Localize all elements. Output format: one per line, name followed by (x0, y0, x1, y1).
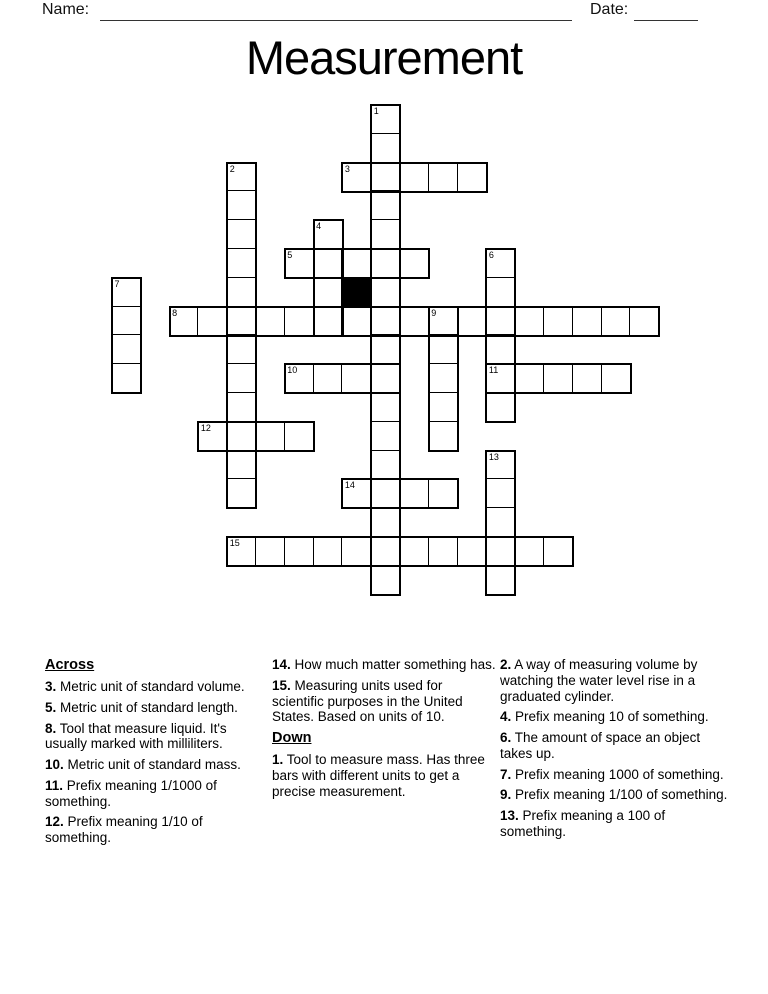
clue-number-label: 1. (272, 752, 284, 768)
clues-column-2 (272, 657, 497, 804)
clue-number-label: 7. (500, 766, 512, 782)
grid-cell[interactable] (370, 248, 400, 278)
grid-cell[interactable] (485, 334, 515, 364)
clue-number-label: 10. (45, 757, 64, 773)
grid-number-8: 8 (172, 307, 178, 318)
grid-cell[interactable] (514, 363, 544, 393)
grid-cell[interactable] (485, 565, 515, 595)
grid-cell[interactable] (341, 248, 371, 278)
grid-cell[interactable] (370, 162, 400, 192)
grid-cell[interactable] (399, 248, 429, 278)
grid-number-4: 4 (316, 221, 322, 232)
down-heading: Down (272, 730, 312, 747)
clue-number-label: 8. (45, 720, 57, 736)
grid-cell[interactable] (341, 478, 371, 508)
grid-cell[interactable] (514, 306, 544, 336)
grid-cell[interactable] (370, 450, 400, 480)
grid-cell[interactable] (399, 478, 429, 508)
grid-cell[interactable] (197, 306, 227, 336)
grid-cell[interactable] (629, 306, 659, 336)
grid-cell[interactable] (284, 248, 314, 278)
clue-number-label: 14. (272, 657, 291, 672)
grid-cell[interactable] (226, 392, 256, 422)
clue-11: 11. Prefix meaning 1/1000 of something. (45, 777, 217, 809)
grid-cell[interactable] (169, 306, 199, 336)
clue-number-label: 12. (45, 814, 64, 830)
grid-cell[interactable] (543, 536, 573, 566)
grid-cell[interactable] (485, 392, 515, 422)
grid-cell[interactable] (255, 306, 285, 336)
grid-cell[interactable] (485, 507, 515, 537)
grid-cell[interactable] (485, 478, 515, 508)
grid-cell[interactable] (370, 334, 400, 364)
clue-12: 12. Prefix meaning 1/10 of something. (45, 814, 203, 846)
grid-cell[interactable] (284, 536, 314, 566)
grid-cell[interactable] (428, 334, 458, 364)
date-label: Date: (590, 1, 629, 18)
grid-cell[interactable] (370, 507, 400, 537)
grid-cell[interactable] (255, 536, 285, 566)
grid-cell[interactable] (399, 536, 429, 566)
grid-cell[interactable] (428, 162, 458, 192)
grid-cell[interactable] (226, 248, 256, 278)
grid-cell[interactable] (370, 219, 400, 249)
grid-number-1: 1 (373, 106, 379, 116)
grid-cell[interactable] (485, 306, 515, 336)
grid-cell[interactable] (111, 363, 141, 393)
puzzle-title: Measurement (245, 31, 523, 84)
clue-number-label: 5. (45, 699, 57, 715)
clue-1: 1. Tool to measure mass. Has three bars with different units to get a precise measurement. (272, 752, 485, 799)
grid-cell[interactable] (370, 133, 400, 163)
grid-cell[interactable] (226, 536, 256, 566)
grid-cell[interactable] (485, 277, 515, 307)
grid-number-12: 12 (200, 422, 211, 433)
name-label: Name: (42, 1, 90, 18)
clue-14: 14. How much matter something has. (272, 657, 496, 672)
grid-cell[interactable] (197, 421, 227, 451)
grid-cell[interactable] (255, 421, 285, 451)
grid-number-14: 14 (344, 480, 355, 491)
grid-cell[interactable] (370, 363, 400, 393)
clue-number-label: 3. (45, 678, 57, 694)
grid-cell[interactable] (572, 306, 602, 336)
grid-cell[interactable] (226, 306, 256, 336)
grid-number-2: 2 (229, 163, 235, 174)
clue-15: 15. Measuring units used for scientific purposes in the United States. Based on units of 10. (272, 677, 463, 725)
grid-cell[interactable] (485, 248, 515, 278)
grid-cell[interactable] (226, 363, 256, 393)
grid-cell[interactable] (226, 478, 256, 508)
clue-2: 2. A way of measuring volume by watching the water level rise in a graduated cylinder. (500, 657, 698, 704)
grid-cell[interactable] (428, 536, 458, 566)
grid-cell[interactable] (226, 190, 256, 220)
grid-cell[interactable] (111, 277, 141, 307)
grid-number-5: 5 (287, 250, 293, 260)
grid-cell[interactable] (485, 536, 515, 566)
clue-4: 4. Prefix meaning 10 of something. (500, 709, 709, 725)
grid-cell[interactable] (284, 306, 314, 336)
grid-cell[interactable] (370, 421, 400, 451)
grid-cell[interactable] (514, 536, 544, 566)
clue-6: 6. The amount of space an object takes up. (500, 730, 701, 761)
grid-cell[interactable] (341, 306, 371, 336)
grid-cell[interactable] (111, 306, 141, 336)
grid-cell[interactable] (284, 421, 314, 451)
grid-cell[interactable] (428, 392, 458, 422)
grid-cell[interactable] (399, 162, 429, 192)
grid-cell[interactable] (370, 104, 400, 134)
grid-number-3: 3 (344, 163, 350, 174)
grid-cell[interactable] (428, 421, 458, 451)
black-cell (341, 277, 371, 307)
clue-number-label: 6. (500, 730, 512, 746)
grid-cell[interactable] (111, 334, 141, 364)
grid-cell[interactable] (313, 363, 343, 393)
across-heading: Across (45, 657, 95, 673)
clue-8: 8. Tool that measure liquid. It's usually marked with milliliters. (45, 720, 227, 752)
grid-number-15: 15 (229, 538, 240, 548)
grid-cell[interactable] (313, 219, 343, 249)
grid-cell[interactable] (313, 306, 343, 336)
grid-cell[interactable] (428, 306, 458, 336)
grid-cell[interactable] (226, 421, 256, 451)
grid-cell[interactable] (226, 334, 256, 364)
clue-3: 3. Metric unit of standard volume. (45, 678, 245, 694)
clue-number-label: 2. (500, 657, 512, 672)
grid-cell[interactable] (313, 277, 343, 307)
grid-cell[interactable] (485, 450, 515, 480)
grid-cell[interactable] (457, 306, 487, 336)
grid-cell[interactable] (370, 565, 400, 595)
clue-number-label: 4. (500, 709, 512, 725)
grid-cell[interactable] (370, 392, 400, 422)
grid-cell[interactable] (226, 219, 256, 249)
grid-cell[interactable] (341, 363, 371, 393)
grid-cell[interactable] (226, 277, 256, 307)
grid-cell[interactable] (370, 306, 400, 336)
grid-cell[interactable] (399, 306, 429, 336)
clue-number-label: 11. (45, 777, 64, 793)
grid-cell[interactable] (226, 450, 256, 480)
grid-number-9: 9 (431, 307, 437, 318)
clue-7: 7. Prefix meaning 1000 of something. (500, 766, 724, 782)
grid-cell[interactable] (284, 363, 314, 393)
grid-cell[interactable] (543, 306, 573, 336)
grid-number-10: 10 (287, 365, 298, 376)
clues-column-1 (45, 657, 261, 851)
clue-5: 5. Metric unit of standard length. (45, 699, 238, 715)
clue-9: 9. Prefix meaning 1/100 of something. (500, 787, 728, 803)
grid-cell[interactable] (457, 162, 487, 192)
clues-column-3 (500, 657, 728, 845)
grid-cell[interactable] (601, 306, 631, 336)
grid-cell[interactable] (485, 363, 515, 393)
grid-cell[interactable] (370, 277, 400, 307)
grid-number-11: 11 (488, 365, 499, 376)
grid-cell[interactable] (601, 363, 631, 393)
grid-cell[interactable] (341, 162, 371, 192)
grid-cell[interactable] (370, 190, 400, 220)
clue-number-label: 13. (500, 808, 519, 824)
grid-cell[interactable] (457, 536, 487, 566)
grid-number-7: 7 (114, 278, 120, 289)
grid-number-6: 6 (488, 250, 494, 260)
clue-13: 13. Prefix meaning a 100 of something. (500, 808, 666, 840)
grid-cell[interactable] (543, 363, 573, 393)
grid-cell[interactable] (572, 363, 602, 393)
grid-number-13: 13 (488, 451, 499, 462)
grid-cell[interactable] (313, 248, 343, 278)
grid-cell[interactable] (226, 162, 256, 192)
grid-cell[interactable] (370, 478, 400, 508)
clue-number-label: 9. (500, 787, 512, 803)
grid-cell[interactable] (428, 363, 458, 393)
clue-number-label: 15. (272, 677, 291, 693)
grid-cell[interactable] (313, 536, 343, 566)
grid-cell[interactable] (341, 536, 371, 566)
grid-cell[interactable] (370, 536, 400, 566)
clue-10: 10. Metric unit of standard mass. (45, 757, 241, 773)
grid-cell[interactable] (428, 478, 458, 508)
